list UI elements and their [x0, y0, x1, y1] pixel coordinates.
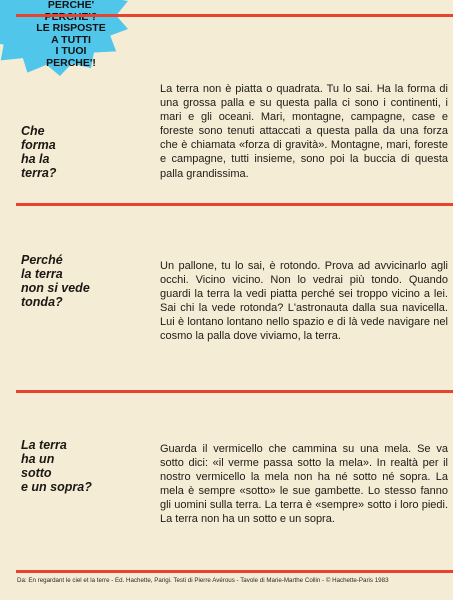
divider-2	[16, 390, 453, 393]
divider-bottom	[16, 570, 453, 573]
question-line: ha un	[21, 452, 55, 466]
question-3	[21, 438, 131, 494]
badge-line: PERCHE'	[47, 0, 95, 11]
question-line: terra?	[21, 166, 57, 180]
answer-3: Guarda il vermicello che cammina su una mela. Se va sotto dici: «il verme passa sotto la mela». In realtà per il nostro vermicello la mela non ha né sotto né sopra. La mela è sempre «sotto» le sue gambette. Lo stesso fanno gli uomini sulla terra. La terra è «sempre» sotto i loro piedi. La terra non ha un sotto e un sopra.	[160, 443, 448, 526]
question-1	[21, 124, 131, 180]
answer-1: La terra non è piatta o quadrata. Tu lo sai. Ha la forma di una grossa palla e su questa palla ci sono i continenti, i mari e gli oceani. Mari, montagne, campagne, case e foreste sono tenuti attaccati a questa palla da una forza che è chiamata «forza di gravità». Montagne, mari, foreste e campagne, tutti insieme, sono poi la buccia di questa palla grandissima.	[160, 83, 448, 180]
question-line: Perché	[21, 253, 63, 267]
badge-line: PERCHE'!	[46, 56, 96, 69]
answer-2: Un pallone, tu lo sai, è rotondo. Prova ad avvicinarlo agli occhi. Vicino vicino. Non lo vedrai più tondo. Quando guardi la terra la vedi piatta perché sei troppo vicino a lei. Sai chi la vede rotonda? L'astronauta dalla sua navicella. Lui è lontano lontano nello spazio e di là vede navigare nel cosmo la palla dove viviamo, la terra.	[160, 260, 448, 343]
divider-top	[16, 14, 453, 17]
question-line: ha la	[21, 152, 50, 166]
question-line: forma	[21, 138, 56, 152]
badge-line: A TUTTI	[51, 33, 91, 46]
badge-line: I TUOI	[55, 45, 87, 57]
question-line: sotto	[21, 466, 52, 480]
question-line: La terra	[21, 438, 67, 452]
divider-1	[16, 203, 453, 206]
question-line: la terra	[21, 267, 63, 281]
question-line: Che	[21, 124, 45, 138]
badge-line: LE RISPOSTE	[36, 22, 106, 34]
question-line: e un sopra?	[21, 480, 92, 494]
question-line: tonda?	[21, 295, 63, 309]
badge-title	[20, 0, 122, 69]
question-2	[21, 253, 131, 309]
question-line: non si vede	[21, 281, 90, 295]
credits-footer: Da: En regardant le ciel et la terre - Ed. Hachette, Parigi. Testi di Pierre Avérous - Tavole di Marie-Marthe Collin - © Hachette-Paris 1983	[17, 577, 389, 584]
